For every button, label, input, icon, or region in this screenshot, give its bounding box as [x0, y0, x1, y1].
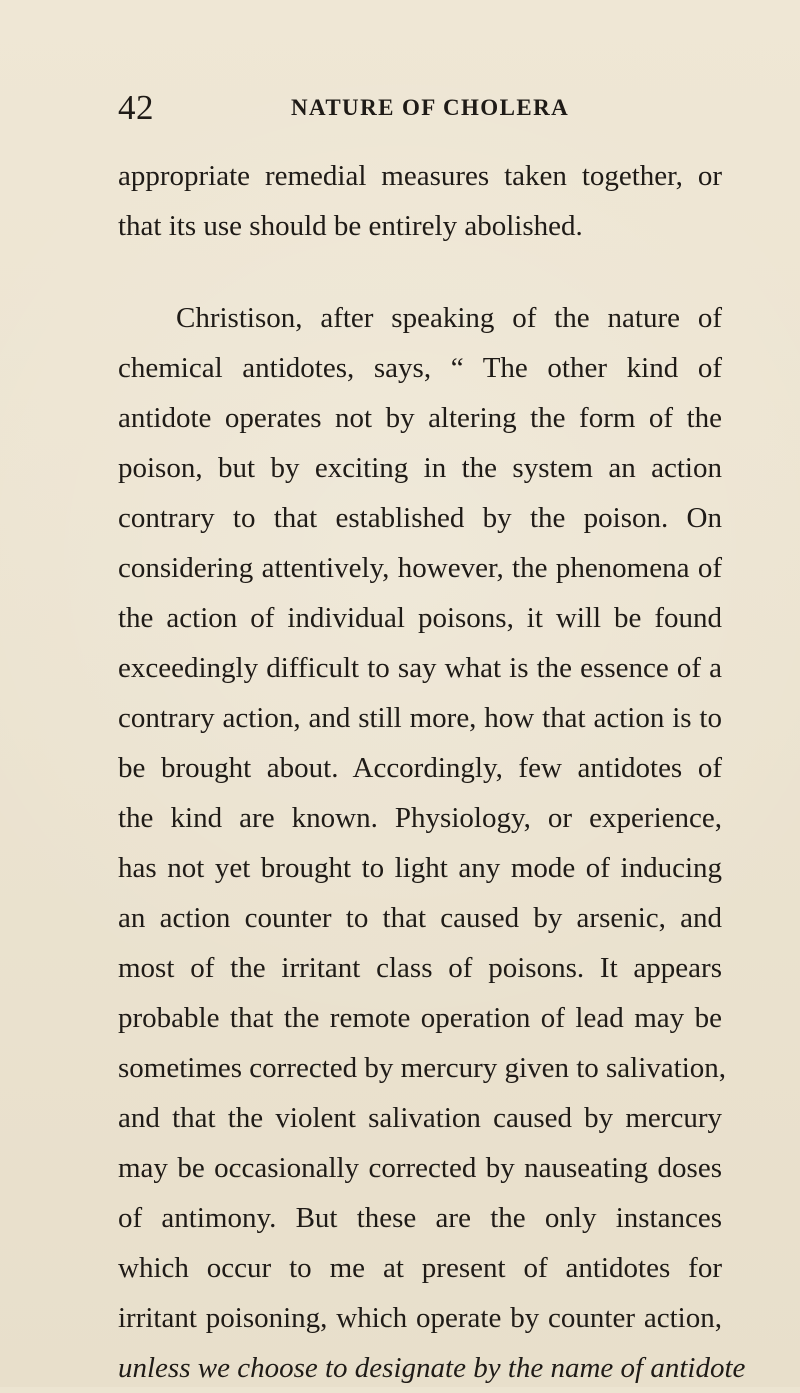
- text-line-2: that its use should be entirely abolished.: [118, 210, 583, 242]
- text-line-14: has not yet brought to light any mode of inducing: [118, 852, 722, 884]
- text-line-7: contrary to that established by the poison. On: [118, 502, 722, 534]
- running-head: NATURE OF CHOLERA: [291, 95, 570, 120]
- text-line-15: an action counter to that caused by arsenic, and: [118, 902, 722, 934]
- text-line-22: which occur to me at present of antidotes for: [118, 1252, 722, 1284]
- text-line-1: appropriate remedial measures taken together, or: [118, 160, 722, 192]
- text-line-18: sometimes corrected by mercury given to salivation,: [118, 1052, 727, 1084]
- page-number: 42: [118, 88, 154, 127]
- body-text: [118, 151, 746, 1393]
- text-line-3: Christison, after speaking of the nature of: [176, 302, 722, 334]
- page-header: [0, 88, 800, 128]
- text-line-12: be brought about. Accordingly, few antidotes of: [118, 752, 722, 784]
- text-line-24: unless we choose to designate by the name of antidote: [118, 1352, 746, 1384]
- text-line-17: probable that the remote operation of lead may be: [118, 1002, 722, 1034]
- text-line-8: considering attentively, however, the phenomena of: [118, 552, 722, 584]
- text-line-6: poison, but by exciting in the system an action: [118, 452, 722, 484]
- paragraph-gap: [118, 251, 722, 293]
- text-line-20: may be occasionally corrected by nauseating doses: [118, 1152, 722, 1184]
- text-line-11: contrary action, and still more, how that action is to: [118, 702, 722, 734]
- text-line-21: of antimony. But these are the only instances: [118, 1202, 722, 1234]
- text-line-16: most of the irritant class of poisons. It appears: [118, 952, 722, 984]
- text-line-5: antidote operates not by altering the form of the: [118, 402, 722, 434]
- text-line-4: chemical antidotes, says, “ The other kind of: [118, 352, 722, 384]
- text-line-9: the action of individual poisons, it will be found: [118, 602, 722, 634]
- text-line-10: exceedingly difficult to say what is the essence of a: [118, 652, 722, 684]
- text-line-19: and that the violent salivation caused by mercury: [118, 1102, 722, 1134]
- text-line-13: the kind are known. Physiology, or experience,: [118, 802, 722, 834]
- text-line-23: irritant poisoning, which operate by counter action,: [118, 1302, 722, 1334]
